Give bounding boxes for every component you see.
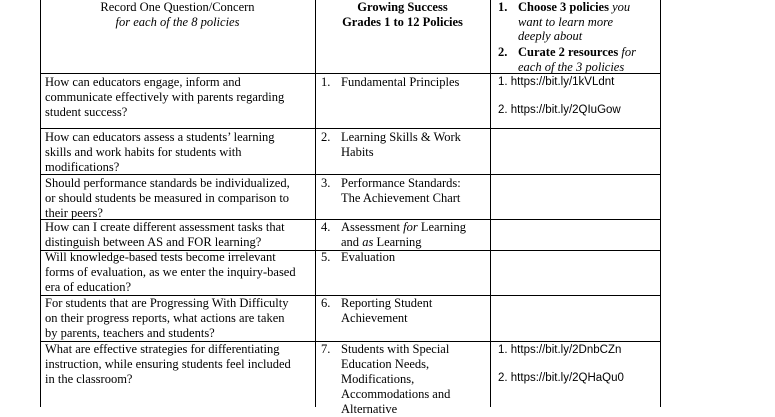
instruction-1-line2: want to learn more — [518, 14, 614, 29]
instruction-1-line3: deeply about — [518, 29, 583, 43]
instruction-1-number: 1. — [498, 0, 508, 14]
question-cell-1 — [45, 75, 313, 120]
resource-link-7-1[interactable]: 1. https://bit.ly/2DnbCZn — [498, 344, 622, 356]
row-divider — [40, 128, 661, 129]
policy-text-italic: as — [362, 235, 374, 249]
policy-text: Assessment — [341, 220, 404, 234]
policy-text-italic: for — [403, 220, 418, 234]
policy-name — [341, 220, 486, 235]
policy-name — [341, 235, 486, 250]
table-border — [490, 0, 491, 407]
instruction-2-line2: each of the 3 policies — [518, 59, 625, 74]
resource-link-1-2[interactable]: 2. https://bit.ly/2QIuGow — [498, 104, 621, 116]
resource-link-1-1[interactable]: 1. https://bit.ly/1kVLdnt — [498, 76, 615, 88]
policy-name: Achievement — [341, 311, 408, 325]
policy-name: Habits — [341, 145, 374, 159]
policy-name: The Achievement Chart — [341, 191, 461, 205]
question-cell-3 — [45, 176, 313, 221]
question-line: era of education? — [45, 280, 132, 294]
policy-name: Modifications, — [341, 372, 415, 386]
header-question-subtitle — [40, 15, 315, 30]
question-cell-6 — [45, 296, 313, 341]
policy-name: Performance Standards: — [341, 176, 461, 190]
policy-number: 1. — [321, 75, 331, 89]
instruction-2-rest: for — [618, 45, 636, 59]
question-line: by parents, teachers and students? — [45, 326, 215, 340]
question-line: Should performance standards be individualized, — [45, 176, 290, 190]
question-cell-4 — [45, 220, 313, 250]
policy-name: Alternative — [341, 402, 398, 416]
question-line: Will knowledge-based tests become irrelevant — [45, 250, 276, 264]
question-line: How can I create different assessment tasks that — [45, 220, 285, 234]
question-line: instruction, while ensuring students feel included — [45, 357, 291, 371]
question-cell-5 — [45, 250, 313, 295]
header-policy-title: Growing Success — [357, 0, 448, 14]
policy-text: Learning — [373, 235, 422, 249]
question-cell-7 — [45, 342, 313, 387]
policy-name: Students with Special — [341, 342, 450, 356]
question-line: How can educators assess a students’ learning — [45, 130, 275, 144]
policy-name: Evaluation — [341, 250, 396, 264]
policy-name: Learning Skills & Work — [341, 130, 461, 144]
question-line: skills and work habits for students with — [45, 145, 242, 159]
question-line: modifications? — [45, 160, 120, 174]
question-line: on their progress reports, what actions are taken — [45, 311, 285, 325]
question-line: What are effective strategies for differentiating — [45, 342, 280, 356]
policy-name: Education Needs, — [341, 357, 430, 371]
table-border — [315, 0, 316, 407]
resource-link-7-2[interactable]: 2. https://bit.ly/2QHaQu0 — [498, 372, 624, 384]
instruction-1 — [518, 0, 648, 44]
header-policy-subtitle: Grades 1 to 12 Policies — [342, 15, 463, 29]
question-cell-2 — [45, 130, 313, 175]
question-line: forms of evaluation, as we enter the inquiry-based — [45, 265, 296, 279]
policy-number: 7. — [321, 342, 331, 356]
policy-number: 5. — [321, 250, 331, 264]
question-line: How can educators engage, inform and — [45, 75, 241, 89]
question-line: communicate effectively with parents regarding — [45, 90, 285, 104]
header-policy-column — [315, 0, 490, 30]
question-line: in the classroom? — [45, 372, 133, 386]
instruction-1-bold: Choose 3 policies — [518, 0, 609, 14]
header-question-subtitle-text: for each of the 8 policies — [115, 15, 240, 29]
table-border — [660, 0, 661, 407]
policy-name: Fundamental Principles — [341, 75, 460, 89]
question-line: or should students be measured in comparison to — [45, 191, 290, 205]
instruction-2-bold: Curate 2 resources — [518, 45, 619, 59]
policy-text: and — [341, 235, 363, 249]
policy-number: 4. — [321, 220, 331, 234]
policy-name: Accommodations and — [341, 387, 451, 401]
instruction-2-number: 2. — [498, 45, 508, 59]
policy-name: Reporting Student — [341, 296, 433, 310]
question-line: For students that are Progressing With Difficulty — [45, 296, 289, 310]
header-question-column — [40, 0, 315, 30]
header-question-title: Record One Question/Concern — [100, 0, 255, 14]
question-line: student success? — [45, 105, 128, 119]
table-border — [40, 0, 41, 407]
question-line: their peers? — [45, 206, 103, 220]
policy-number: 3. — [321, 176, 331, 190]
question-line: distinguish between AS and FOR learning? — [45, 235, 262, 249]
policy-number: 2. — [321, 130, 331, 144]
policy-number: 6. — [321, 296, 331, 310]
instruction-2 — [518, 45, 648, 74]
instruction-1-rest: you — [608, 0, 631, 14]
policy-text: Learning — [417, 220, 466, 234]
